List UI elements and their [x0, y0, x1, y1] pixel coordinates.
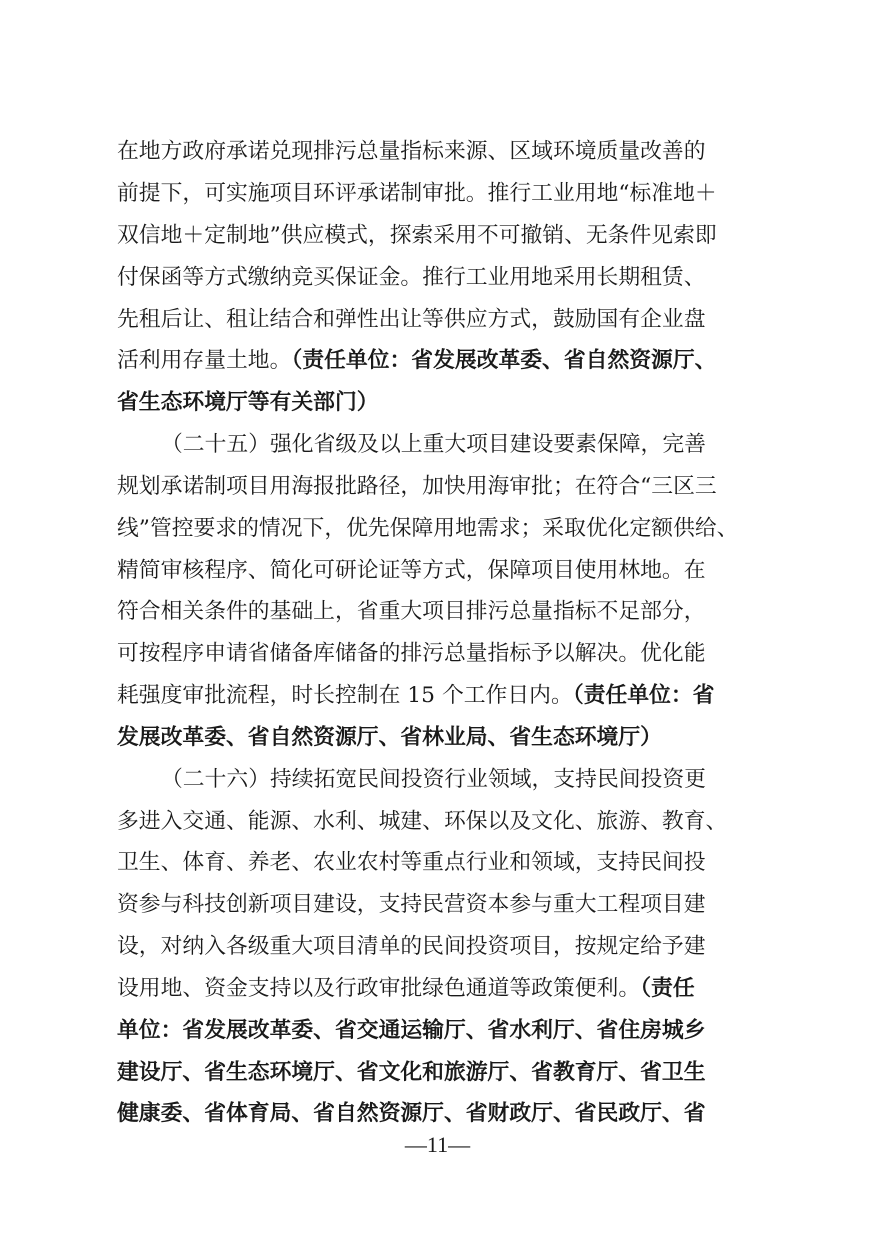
p1-line-2: 前提下，可实施项目环评承诺制审批。推行工业用地“标准地＋	[117, 181, 717, 206]
p2-responsibility-start: （责任单位：省	[572, 683, 715, 708]
p1-line-3: 双信地＋定制地”供应模式，探索采用不可撤销、无条件见索即	[117, 223, 717, 248]
p2-line-3: 线”管控要求的情况下，优先保障用地需求；采取优化定额供给、	[117, 516, 739, 541]
p3-responsibility-line-4: 健康委、省体育局、省自然资源厅、省财政厅、省民政厅、省	[117, 1101, 706, 1126]
p1-line-1: 在地方政府承诺兑现排污总量指标来源、区域环境质量改善的	[117, 139, 706, 164]
p3-line-6	[117, 969, 759, 1009]
p2-line-7	[117, 676, 759, 716]
p2-line-7-text: 耗强度审批流程，时长控制在 15 个工作日内。	[117, 683, 573, 708]
p3-line-5: 设，对纳入各级重大项目清单的民间投资项目，按规定给予建	[117, 934, 706, 959]
p2-line-2: 规划承诺制项目用海报批路径，加快用海审批；在符合“三区三	[117, 474, 717, 499]
p2-responsibility-end: 发展改革委、省自然资源厅、省林业局、省生态环境厅）	[117, 725, 662, 750]
p2-line-5: 符合相关条件的基础上，省重大项目排污总量指标不足部分，	[117, 599, 706, 624]
p2-line-1: （二十五）强化省级及以上重大项目建设要素保障，完善	[161, 432, 706, 457]
p3-line-2: 多进入交通、能源、水利、城建、环保以及文化、旅游、教育、	[117, 809, 728, 834]
p1-line-6-text: 活利用存量土地。	[117, 348, 292, 373]
p3-responsibility-start: （责任	[640, 976, 695, 1001]
p3-responsibility-line-3: 建设厅、省生态环境厅、省文化和旅游厅、省教育厅、省卫生	[117, 1060, 706, 1085]
p3-line-6-text: 设用地、资金支持以及行政审批绿色通道等政策便利。	[117, 976, 641, 1001]
p1-line-6	[117, 341, 759, 381]
p1-responsibility-end: 省生态环境厅等有关部门）	[117, 390, 379, 415]
p1-line-4: 付保函等方式缴纳竞买保证金。推行工业用地采用长期租赁、	[117, 265, 706, 290]
p3-line-1: （二十六）持续拓宽民间投资行业领域，支持民间投资更	[161, 767, 706, 792]
p1-responsibility-start: （责任单位：省发展改革委、省自然资源厅、	[291, 348, 717, 373]
p3-responsibility-line-2: 单位：省发展改革委、省交通运输厅、省水利厅、省住房城乡	[117, 1018, 706, 1043]
page-number: —11—	[404, 1132, 471, 1157]
p1-line-5: 先租后让、租让结合和弹性出让等供应方式，鼓励国有企业盘	[117, 307, 706, 332]
p2-line-6: 可按程序申请省储备库储备的排污总量指标予以解决。优化能	[117, 641, 706, 666]
p3-line-4: 资参与科技创新项目建设，支持民营资本参与重大工程项目建	[117, 892, 706, 917]
p3-line-3: 卫生、体育、养老、农业农村等重点行业和领域，支持民间投	[117, 850, 706, 875]
p2-line-4: 精简审核程序、简化可研论证等方式，保障项目使用林地。在	[117, 558, 706, 583]
